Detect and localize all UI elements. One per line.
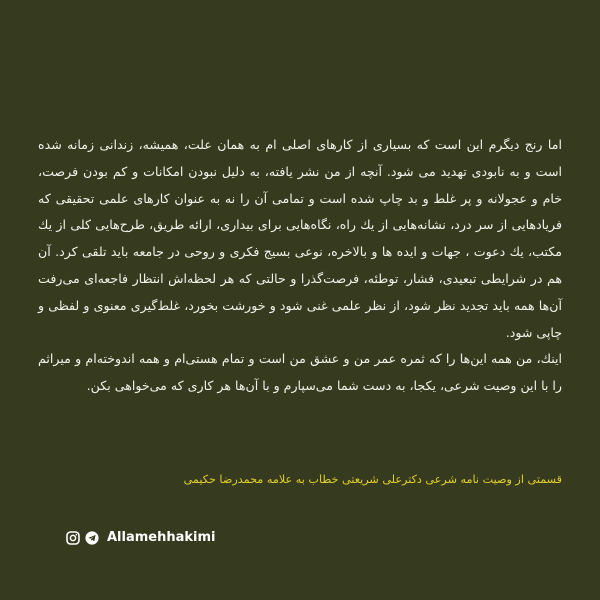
quote-paragraph-1: اما رنج دیگرم این است که بسیاری از کارهای اصلی ام به همان علت، همیشه، زندانی زمانه شده است و به نابودی تهدید می شود. آنچه از من نشر یافته، به دلیل نبودن امکانات و کم بودن فرصت، خام و عجولانه و پر غلط و بد چاپ شده است و تمامی آن را نه به عنوان کارهای علمی تحقیقی که فریادهایی از سر درد، نشانه‌هایی از یك راه، نگاه‌هایی برای بیداری، ارائه طریق، طرح‌هایی کلی از یك مکتب، یك دعوت ، جهات و ایده ها و بالاخره، نوعی بسیج فکری و روحی در جامعه باید تلقی کرد. آن هم در شرایطی تبعیدی، فشار، توطئه، فرصت‌گذرا و حالتی که هر لحظه‌اش انتظار فاجعه‌ای می‌رفت آن‌ها همه باید تجدید نظر شود، از نظر علمی غنی شود و خورشت بخورد، غلط‌گیری معنوی و لفظی و چاپی شود. xyxy=(38,137,562,340)
attribution-text: قسمتی از وصیت نامه شرعی دکترعلی شریعتی خطاب به علامه محمدرضا حکیمی xyxy=(183,473,562,486)
quote-text xyxy=(38,132,562,400)
telegram-icon[interactable] xyxy=(85,531,99,545)
instagram-icon[interactable] xyxy=(66,531,80,545)
quote-paragraph-2: اینك، من همه این‌ها را که ثمره عمر من و عشق من است و تمام هستی‌ام و همه اندوخته‌ام و میراثم را با این وصیت شرعی، یکجا، به دست شما می‌سپارم و با آن‌ها هر کاری که می‌خواهی بکن. xyxy=(38,351,562,394)
handle-text[interactable]: Allamehhakimi xyxy=(107,530,216,545)
social-handle[interactable] xyxy=(66,528,216,548)
